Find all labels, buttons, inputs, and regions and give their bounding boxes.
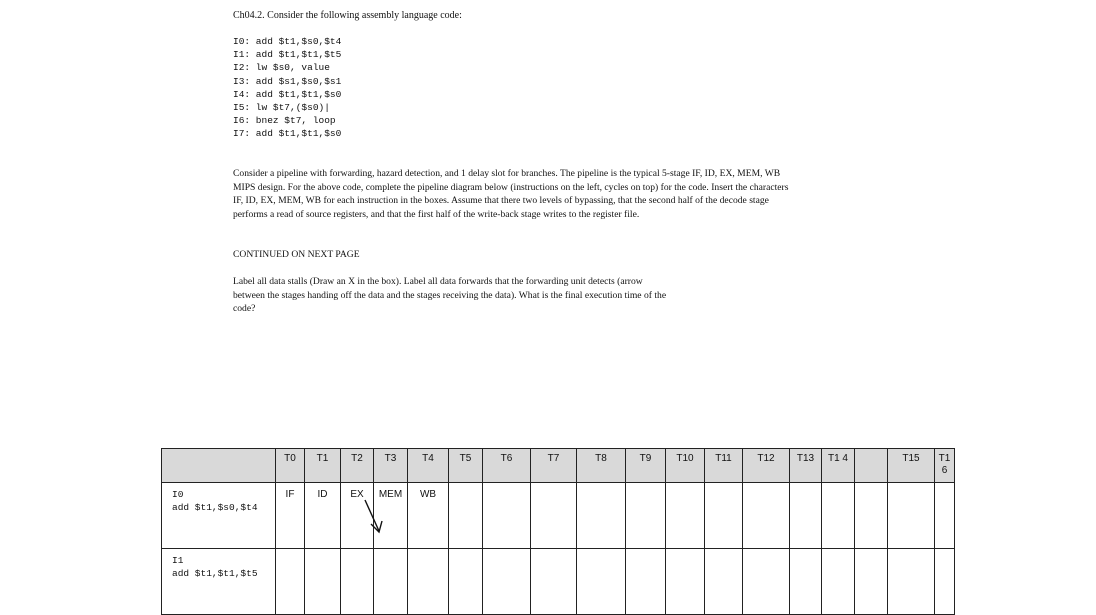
stage-cell[interactable] [705,483,743,549]
code-line-i6: I6: bnez $t7, loop [233,115,336,127]
pipeline-diagram-table [161,448,955,615]
stage-cell[interactable]: EX [341,483,374,549]
stage-cell[interactable] [822,483,855,549]
stage-cell[interactable]: MEM [374,483,408,549]
code-line-i5: I5: lw $t7,($s0)| [233,101,330,113]
stage-cell[interactable] [888,483,935,549]
corner-cell [162,449,276,483]
stage-cell[interactable] [449,483,483,549]
pipeline-instructions-paragraph: Consider a pipeline with forwarding, hazard detection, and 1 delay slot for branches. The pipeline is the typical 5-stage IF, ID, EX, MEM, WB MIPS design. For the above code, complete the pipeline diagram below (instructions on the left, cycles on top) for the code. Insert the characters IF, ID, EX, MEM, WB for each instruction in the boxes. Assume that there two levels of bypassing, that the second half of the decode stage performs a read of source registers, and that the first half of the write-back stage writes to the register file. [233,168,789,220]
code-line-i1: I1: add $t1,$t1,$t5 [233,49,342,61]
stage-cell[interactable] [449,549,483,615]
cycle-header-t0: T0 [276,449,305,483]
instruction-cell [162,483,276,549]
cycle-header-t15: T15 [888,449,935,483]
cycle-header-t1: T1 [305,449,341,483]
stage-cell[interactable] [666,483,705,549]
instruction-label: I1 [172,555,184,566]
stage-cell[interactable] [666,549,705,615]
stage-cell[interactable] [888,549,935,615]
cycle-header-t6: T6 [483,449,531,483]
instruction-cell [162,549,276,615]
cycle-header-t10: T10 [666,449,705,483]
cycle-header-t3: T3 [374,449,408,483]
stage-cell[interactable] [305,549,341,615]
stage-cell[interactable] [577,483,626,549]
cycle-header-t14: T1 4 [822,449,855,483]
stage-cell[interactable] [935,483,955,549]
instruction-label: I0 [172,489,184,500]
stage-cell[interactable] [483,483,531,549]
stage-cell[interactable] [408,549,449,615]
stage-cell[interactable] [483,549,531,615]
stage-cell[interactable]: IF [276,483,305,549]
spacer-cell [855,449,888,483]
cycle-header-row [162,449,955,483]
stall-forward-instructions-paragraph: Label all data stalls (Draw an X in the box). Label all data forwards that the forwarding unit detects (arrow between the stages handing off the data and the stages receiving the data). What is the final execution time of the code? [233,276,667,314]
stage-cell[interactable] [626,483,666,549]
stage-cell[interactable]: WB [408,483,449,549]
stage-cell[interactable] [577,549,626,615]
spacer-cell [855,549,888,615]
forwarding-arrow-icon [362,497,386,537]
stage-cell[interactable] [531,549,577,615]
cycle-header-t4: T4 [408,449,449,483]
stage-cell[interactable] [705,549,743,615]
stage-cell[interactable] [374,549,408,615]
cycle-header-t2: T2 [341,449,374,483]
cycle-header-t12: T12 [743,449,790,483]
stage-cell[interactable] [822,549,855,615]
cycle-header-t5: T5 [449,449,483,483]
code-line-i0: I0: add $t1,$s0,$t4 [233,36,342,47]
cycle-header-t9: T9 [626,449,666,483]
code-line-i7: I7: add $t1,$t1,$s0 [233,128,342,140]
code-line-i4: I4: add $t1,$t1,$s0 [233,88,342,100]
stage-cell[interactable] [531,483,577,549]
stage-cell[interactable] [743,549,790,615]
instruction-text: add $t1,$t1,$t5 [172,568,258,579]
table-row [162,549,955,615]
code-line-i2: I2: lw $s0, value [233,62,330,74]
cycle-header-t8: T8 [577,449,626,483]
cycle-header-t7: T7 [531,449,577,483]
question-heading: Ch04.2. Consider the following assembly language code: [233,10,462,21]
code-line-i3: I3: add $s1,$s0,$s1 [233,75,342,87]
cycle-header-t13: T13 [790,449,822,483]
assembly-code-block [233,35,341,141]
continued-note: CONTINUED ON NEXT PAGE [233,249,360,260]
stage-cell[interactable] [790,549,822,615]
instruction-text: add $t1,$s0,$t4 [172,502,258,513]
stage-cell[interactable] [341,549,374,615]
cycle-header-t16: T1 6 [935,449,955,483]
table-row [162,483,955,549]
stage-cell[interactable]: ID [305,483,341,549]
stage-cell[interactable] [626,549,666,615]
stage-cell[interactable] [743,483,790,549]
spacer-cell [855,483,888,549]
cycle-header-t11: T11 [705,449,743,483]
stage-cell[interactable] [935,549,955,615]
stage-cell[interactable] [276,549,305,615]
stage-cell[interactable] [790,483,822,549]
